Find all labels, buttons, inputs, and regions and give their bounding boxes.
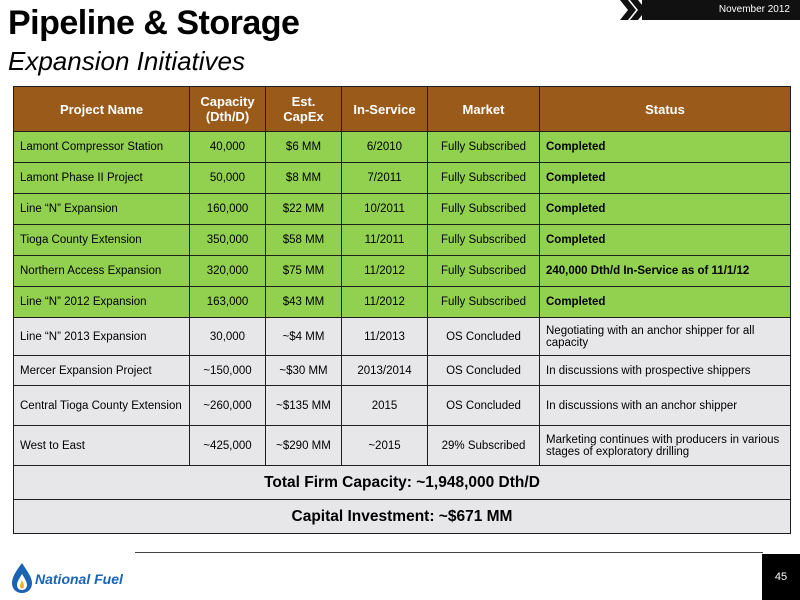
capex: ~$135 MM (266, 386, 342, 426)
capacity: 163,000 (190, 287, 266, 318)
col-header: Market (428, 87, 540, 132)
market: 29% Subscribed (428, 426, 540, 466)
page-subtitle: Expansion Initiatives (8, 46, 246, 76)
status: Completed (540, 163, 791, 194)
in-service: 2015 (342, 386, 428, 426)
capex: $8 MM (266, 163, 342, 194)
market: Fully Subscribed (428, 287, 540, 318)
in-service: 7/2011 (342, 163, 428, 194)
table-row (14, 287, 791, 318)
col-header: Capacity (Dth/D) (190, 87, 266, 132)
footer-divider (135, 552, 763, 553)
project-name: Lamont Compressor Station (14, 132, 190, 163)
capacity: 350,000 (190, 225, 266, 256)
capacity: 50,000 (190, 163, 266, 194)
table-row (14, 356, 791, 386)
in-service: 10/2011 (342, 194, 428, 225)
table-row (14, 426, 791, 466)
company-logo-text: National Fuel (35, 571, 123, 587)
status: 240,000 Dth/d In-Service as of 11/1/12 (540, 256, 791, 287)
col-header: Status (540, 87, 791, 132)
capex: ~$30 MM (266, 356, 342, 386)
status: Completed (540, 194, 791, 225)
project-name: Mercer Expansion Project (14, 356, 190, 386)
total-capacity-row (14, 466, 791, 500)
market: OS Concluded (428, 386, 540, 426)
in-service: 11/2011 (342, 225, 428, 256)
project-name: Line “N” Expansion (14, 194, 190, 225)
page-number: 45 (762, 554, 800, 600)
status: Marketing continues with producers in various stages of exploratory drilling (540, 426, 791, 466)
capacity: ~260,000 (190, 386, 266, 426)
project-name: West to East (14, 426, 190, 466)
col-header: In-Service (342, 87, 428, 132)
status: In discussions with an anchor shipper (540, 386, 791, 426)
capex: $22 MM (266, 194, 342, 225)
project-name: Lamont Phase II Project (14, 163, 190, 194)
market: Fully Subscribed (428, 163, 540, 194)
project-name: Tioga County Extension (14, 225, 190, 256)
status: Completed (540, 225, 791, 256)
capex: $43 MM (266, 287, 342, 318)
page-title: Pipeline & Storage (8, 4, 300, 42)
market: OS Concluded (428, 318, 540, 356)
table-header-row (14, 87, 791, 132)
in-service: 2013/2014 (342, 356, 428, 386)
market: Fully Subscribed (428, 256, 540, 287)
status: Completed (540, 287, 791, 318)
project-name: Northern Access Expansion (14, 256, 190, 287)
col-header: Est. CapEx (266, 87, 342, 132)
status: In discussions with prospective shippers (540, 356, 791, 386)
capex: ~$290 MM (266, 426, 342, 466)
capex: $6 MM (266, 132, 342, 163)
market: OS Concluded (428, 356, 540, 386)
capacity: 30,000 (190, 318, 266, 356)
date-label: November 2012 (642, 0, 800, 20)
project-name: Line “N” 2012 Expansion (14, 287, 190, 318)
table-row (14, 318, 791, 356)
project-name: Line “N” 2013 Expansion (14, 318, 190, 356)
in-service: 6/2010 (342, 132, 428, 163)
project-name: Central Tioga County Extension (14, 386, 190, 426)
market: Fully Subscribed (428, 132, 540, 163)
in-service: 11/2013 (342, 318, 428, 356)
table-row (14, 386, 791, 426)
capacity: 320,000 (190, 256, 266, 287)
capacity: 160,000 (190, 194, 266, 225)
capex: $75 MM (266, 256, 342, 287)
table-row (14, 256, 791, 287)
in-service: 11/2012 (342, 287, 428, 318)
status: Completed (540, 132, 791, 163)
capex: ~$4 MM (266, 318, 342, 356)
capital-investment-row (14, 500, 791, 534)
capital-investment: Capital Investment: ~$671 MM (14, 500, 791, 534)
status: Negotiating with an anchor shipper for all capacity (540, 318, 791, 356)
capacity: 40,000 (190, 132, 266, 163)
in-service: 11/2012 (342, 256, 428, 287)
table-row (14, 132, 791, 163)
expansion-table (13, 86, 791, 534)
capacity: ~150,000 (190, 356, 266, 386)
in-service: ~2015 (342, 426, 428, 466)
flame-logo-icon (10, 562, 34, 594)
table-row (14, 194, 791, 225)
col-header: Project Name (14, 87, 190, 132)
market: Fully Subscribed (428, 225, 540, 256)
table-row (14, 163, 791, 194)
capex: $58 MM (266, 225, 342, 256)
market: Fully Subscribed (428, 194, 540, 225)
total-capacity: Total Firm Capacity: ~1,948,000 Dth/D (14, 466, 791, 500)
table-row (14, 225, 791, 256)
capacity: ~425,000 (190, 426, 266, 466)
